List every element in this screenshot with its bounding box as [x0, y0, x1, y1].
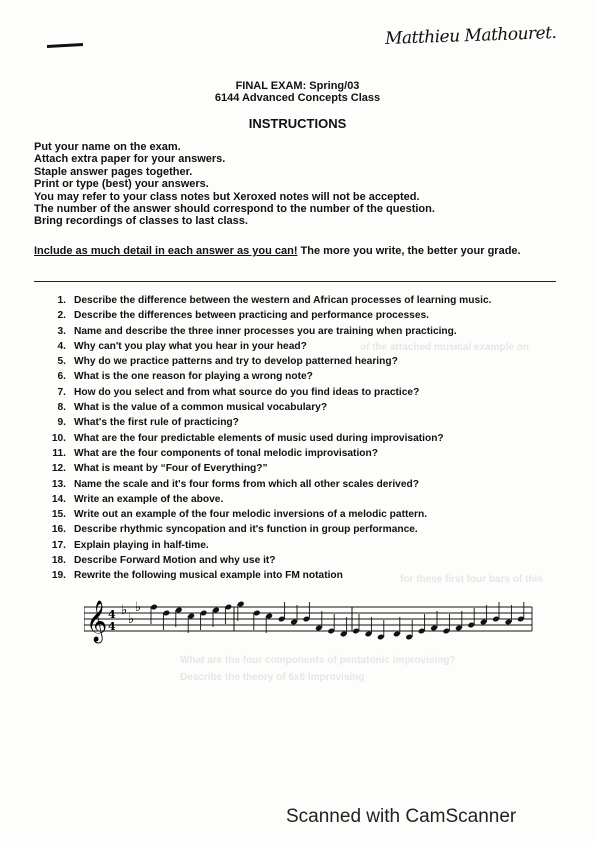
question-number: 3. — [57, 325, 66, 337]
detail-emphasis: Include as much detail in each answer as you can! — [34, 245, 298, 257]
time-signature-bottom: 4 — [108, 620, 116, 633]
question-item — [40, 492, 491, 507]
question-item — [40, 293, 491, 308]
question-item — [40, 431, 491, 446]
question-text: Describe Forward Motion and why use it? — [74, 555, 276, 567]
question-number: 8. — [57, 402, 66, 414]
bleed-through-text: What are the four components of pentatonic improvising? — [180, 655, 456, 666]
svg-text:♭: ♭ — [121, 603, 128, 618]
scanner-watermark: Scanned with CamScanner — [286, 806, 517, 827]
question-number: 18. — [51, 555, 66, 567]
question-number: 14. — [51, 493, 66, 505]
bleed-through-text: for these first four bars of this — [400, 574, 543, 585]
question-item — [40, 461, 491, 476]
instruction-line: Put your name on the exam. — [34, 141, 181, 153]
question-item — [40, 522, 491, 537]
instructions-list — [34, 141, 435, 228]
question-item — [40, 568, 491, 583]
question-item — [40, 354, 491, 369]
instruction-line: Staple answer pages together. — [34, 165, 193, 178]
question-item — [40, 324, 491, 339]
question-text: Name and describe the three inner processes you are training when practicing. — [74, 325, 457, 337]
divider — [34, 281, 556, 282]
question-item — [40, 415, 491, 430]
question-number: 4. — [57, 340, 66, 352]
question-number: 19. — [51, 570, 66, 582]
question-number: 1. — [57, 295, 66, 306]
question-item — [40, 538, 491, 553]
question-item — [40, 385, 491, 400]
detail-rest: The more you write, the better your grade. — [297, 245, 521, 257]
question-number: 17. — [51, 539, 66, 551]
treble-clef-icon: 𝄞 — [86, 601, 108, 642]
question-number: 16. — [51, 524, 66, 536]
question-text: Describe rhythmic syncopation and it's function in group performance. — [74, 524, 418, 536]
question-text: Write an example of the above. — [74, 493, 224, 505]
music-staff — [84, 593, 534, 645]
question-text: Name the scale and it's four forms from which all other scales derived? — [74, 478, 419, 490]
question-list — [40, 293, 491, 584]
question-item — [40, 308, 491, 323]
instruction-line: Attach extra paper for your answers. — [34, 153, 226, 166]
question-text: What are the four predictable elements of music used during improvisation? — [74, 432, 444, 444]
instructions-heading: INSTRUCTIONS — [248, 116, 347, 131]
question-number: 2. — [57, 310, 66, 322]
question-number: 15. — [51, 509, 66, 521]
question-text: What is the one reason for playing a wrong note? — [74, 371, 313, 383]
question-number: 12. — [51, 463, 66, 475]
question-item — [40, 507, 491, 522]
question-number: 9. — [57, 417, 66, 429]
instruction-line: Print or type (best) your answers. — [34, 178, 209, 191]
question-number: 7. — [57, 386, 66, 398]
detail-note — [34, 245, 554, 258]
question-text: Why can't you play what you hear in your head? — [74, 340, 307, 352]
question-text: What are the four components of tonal melodic improvisation? — [74, 447, 378, 459]
class-name: 6144 Advanced Concepts Class — [214, 92, 381, 104]
question-text: Describe the difference between the western and African processes of learning music. — [74, 295, 492, 306]
exam-title: FINAL EXAM: Spring/03 — [235, 80, 360, 92]
question-text: Describe the differences between practicing and performance processes. — [74, 310, 429, 322]
question-item — [40, 369, 491, 384]
instruction-line: The number of the answer should correspond to the number of the question. — [34, 203, 435, 216]
instruction-line: Bring recordings of classes to last class. — [34, 215, 248, 228]
key-signature-flats — [121, 600, 141, 627]
question-item — [40, 477, 491, 492]
question-number: 10. — [51, 432, 66, 444]
question-item — [40, 400, 491, 415]
question-text: How do you select and from what source do you find ideas to practice? — [74, 386, 420, 398]
instruction-line: You may refer to your class notes but Xeroxed notes will not be accepted. — [34, 190, 420, 203]
question-text: What is the value of a common musical vocabulary? — [74, 402, 328, 414]
time-signature-top: 4 — [108, 608, 116, 621]
exam-header — [0, 80, 595, 104]
question-item — [40, 339, 491, 354]
question-text: Rewrite the following musical example into FM notation — [74, 570, 343, 582]
question-text: Write out an example of the four melodic inversions of a melodic pattern. — [74, 509, 428, 521]
question-item — [40, 446, 491, 461]
svg-text:♭: ♭ — [135, 600, 142, 615]
question-number: 11. — [52, 447, 66, 459]
question-number: 6. — [57, 371, 66, 383]
question-item — [40, 553, 491, 568]
question-text: Explain playing in half-time. — [74, 539, 209, 551]
bleed-through-text: of the attached musical example on — [360, 342, 529, 353]
pen-mark — [47, 43, 83, 48]
question-number: 5. — [57, 356, 66, 368]
question-text: What is meant by “Four of Everything?” — [74, 463, 268, 475]
question-number: 13. — [51, 478, 66, 490]
bleed-through-text: Describe the theory of 6x6 improvising — [180, 672, 365, 683]
question-text: What's the first rule of practicing? — [74, 417, 239, 429]
handwritten-signature: Matthieu Mathouret. — [384, 23, 557, 49]
svg-text:♭: ♭ — [128, 612, 135, 627]
question-text: Why do we practice patterns and try to develop patterned hearing? — [74, 356, 398, 368]
